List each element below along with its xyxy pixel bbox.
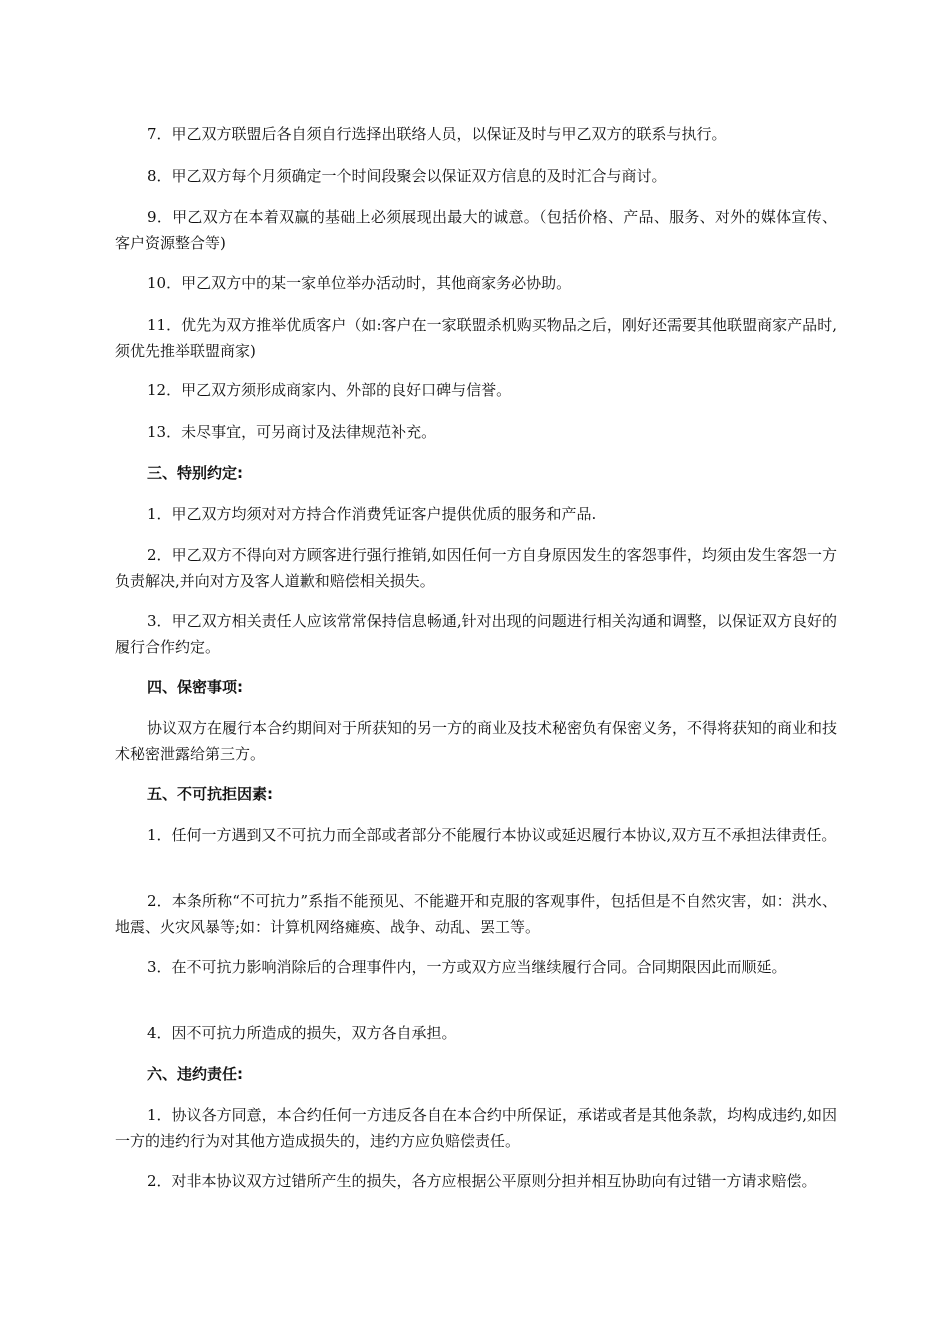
clause-9: 9．甲乙双方在本着双赢的基础上必须展现出最大的诚意。（包括价格、产品、服务、对外的媒体宣传、客户资源整合等) [115, 208, 837, 252]
section-heading-liability: 六、违约责任: [147, 1065, 243, 1083]
clause-10: 10．甲乙双方中的某一家单位举办活动时，其他商家务必协助。 [147, 274, 572, 292]
force-majeure-2: 2．本条所称“不可抗力”系指不能预见、不能避开和克服的客观事件，包括但是不自然灾害，如：洪水、地震、火灾风暴等;如：计算机网络瘫痪、战争、动乱、罢工等。 [115, 892, 837, 936]
confidentiality-text: 协议双方在履行本合约期间对于所获知的另一方的商业及技术秘密负有保密义务，不得将获知的商业和技术秘密泄露给第三方。 [115, 719, 838, 763]
special-term-2: 2．甲乙双方不得向对方顾客进行强行推销,如因任何一方自身原因发生的客怨事件，均须由发生客怨一方负责解决,并向对方及客人道歉和赔偿相关损失。 [115, 546, 837, 590]
special-term-1: 1．甲乙双方均须对对方持合作消费凭证客户提供优质的服务和产品. [147, 505, 597, 523]
clause-11: 11．优先为双方推举优质客户（如:客户在一家联盟杀机购买物品之后，刚好还需要其他联盟商家产品时,须优先推举联盟商家) [115, 316, 837, 360]
force-majeure-1: 1．任何一方遇到又不可抗力而全部或者部分不能履行本协议或延迟履行本协议,双方互不承担法律责任。 [147, 826, 837, 844]
section-heading-force-majeure: 五、不可抗拒因素: [147, 785, 273, 803]
clause-13: 13．未尽事宜，可另商讨及法律规范补充。 [147, 423, 437, 441]
section-heading-special-terms: 三、特别约定: [147, 464, 243, 482]
clause-12: 12．甲乙双方须形成商家内、外部的良好口碑与信誉。 [147, 381, 512, 399]
liability-2: 2．对非本协议双方过错所产生的损失，各方应根据公平原则分担并相互协助向有过错一方请求赔偿。 [147, 1172, 817, 1190]
force-majeure-3: 3．在不可抗力影响消除后的合理事件内，一方或双方应当继续履行合同。合同期限因此而顺延。 [147, 958, 787, 976]
special-term-3: 3．甲乙双方相关责任人应该常常保持信息畅通,针对出现的问题进行相关沟通和调整，以保证双方良好的履行合作约定。 [115, 612, 837, 656]
clause-8: 8．甲乙双方每个月须确定一个时间段聚会以保证双方信息的及时汇合与商讨。 [147, 167, 667, 185]
section-heading-confidentiality: 四、保密事项: [147, 678, 243, 696]
force-majeure-4: 4．因不可抗力所造成的损失，双方各自承担。 [147, 1024, 457, 1042]
liability-1: 1．协议各方同意，本合约任何一方违反各自在本合约中所保证，承诺或者是其他条款，均构成违约,如因一方的违约行为对其他方造成损失的，违约方应负赔偿责任。 [115, 1106, 837, 1150]
clause-7: 7．甲乙双方联盟后各自须自行选择出联络人员，以保证及时与甲乙双方的联系与执行。 [147, 125, 727, 143]
